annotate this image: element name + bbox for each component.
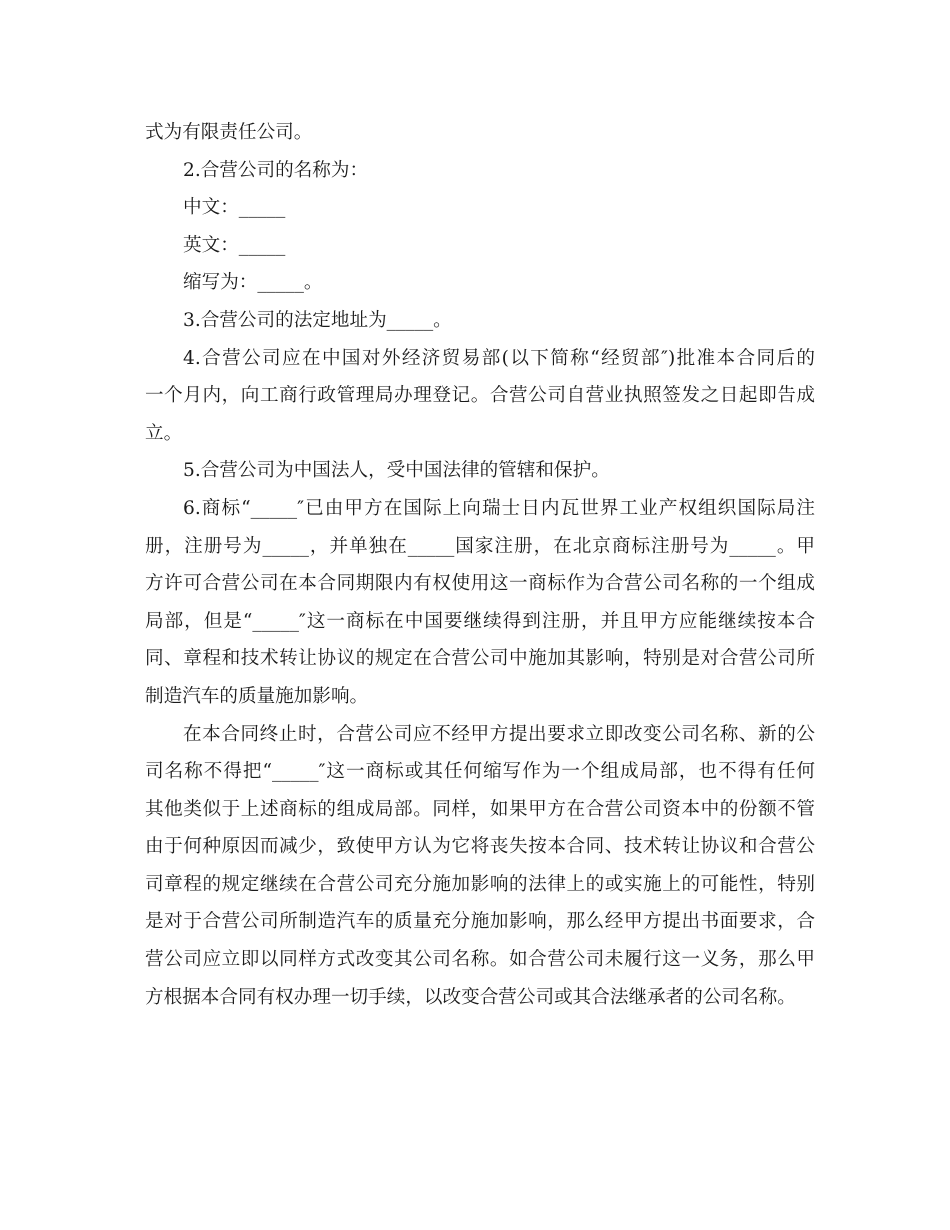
text-line: 中文：_____ xyxy=(183,197,286,219)
paragraph xyxy=(145,264,815,302)
text-line: 2.合营公司的名称为： xyxy=(183,159,369,181)
text-line: 是对于合营公司所制造汽车的质量充分施加影响，那么经甲方提出书面要求，合 xyxy=(145,911,815,933)
text-line: 其他类似于上述商标的组成局部。同样，如果甲方在合营公司资本中的份额不管 xyxy=(145,798,815,820)
document-page xyxy=(145,114,815,1016)
text-line: 局部，但是“_____″这一商标在中国要继续得到注册，并且甲方应能继续按本合 xyxy=(145,610,815,632)
text-line: 司章程的规定继续在合营公司充分施加影响的法律上的或实施上的可能性，特别 xyxy=(145,873,815,895)
text-line: 式为有限责任公司。 xyxy=(145,122,313,143)
text-line: 司名称不得把“_____″这一商标或其任何缩写作为一个组成局部，也不得有任何 xyxy=(145,761,815,783)
paragraph xyxy=(145,452,815,490)
paragraph xyxy=(145,114,815,152)
text-line: 册，注册号为_____，并单独在_____国家注册，在北京商标注册号为_____。甲 xyxy=(145,535,815,557)
text-line: 一个月内，向工商行政管理局办理登记。合营公司自营业执照签发之日起即告成 xyxy=(145,385,815,407)
text-line: 3.合营公司的法定地址为_____。 xyxy=(183,309,452,331)
text-line: 制造汽车的质量施加影响。 xyxy=(145,685,369,707)
text-line: 立。 xyxy=(145,422,183,444)
paragraph xyxy=(145,189,815,227)
text-line: 同、章程和技术转让协议的规定在合营公司中施加其影响，特别是对合营公司所 xyxy=(145,648,815,670)
text-line: 方许可合营公司在本合同期限内有权使用这一商标作为合营公司名称的一个组成 xyxy=(145,573,815,595)
paragraph xyxy=(145,302,815,340)
text-line: 6.商标“_____″已由甲方在国际上向瑞士日内瓦世界工业产权组织国际局注 xyxy=(183,497,815,519)
paragraph xyxy=(145,152,815,190)
text-line: 方根据本合同有权办理一切手续，以改变合营公司或其合法继承者的公司名称。 xyxy=(145,986,796,1008)
paragraph xyxy=(145,490,815,716)
paragraph xyxy=(145,716,815,1017)
text-line: 在本合同终止时，合营公司应不经甲方提出要求立即改变公司名称、新的公 xyxy=(183,723,815,745)
paragraph xyxy=(145,340,815,453)
paragraph xyxy=(145,227,815,265)
text-line: 英文：_____ xyxy=(183,234,286,256)
text-line: 缩写为：_____。 xyxy=(183,272,323,294)
text-line: 营公司应立即以同样方式改变其公司名称。如合营公司未履行这一义务，那么甲 xyxy=(145,949,815,971)
text-line: 4.合营公司应在中国对外经济贸易部(以下简称“经贸部″)批准本合同后的 xyxy=(183,347,815,369)
text-line: 由于何种原因而减少，致使甲方认为它将丧失按本合同、技术转让协议和合营公 xyxy=(145,836,815,858)
text-line: 5.合营公司为中国法人，受中国法律的管辖和保护。 xyxy=(183,460,610,482)
